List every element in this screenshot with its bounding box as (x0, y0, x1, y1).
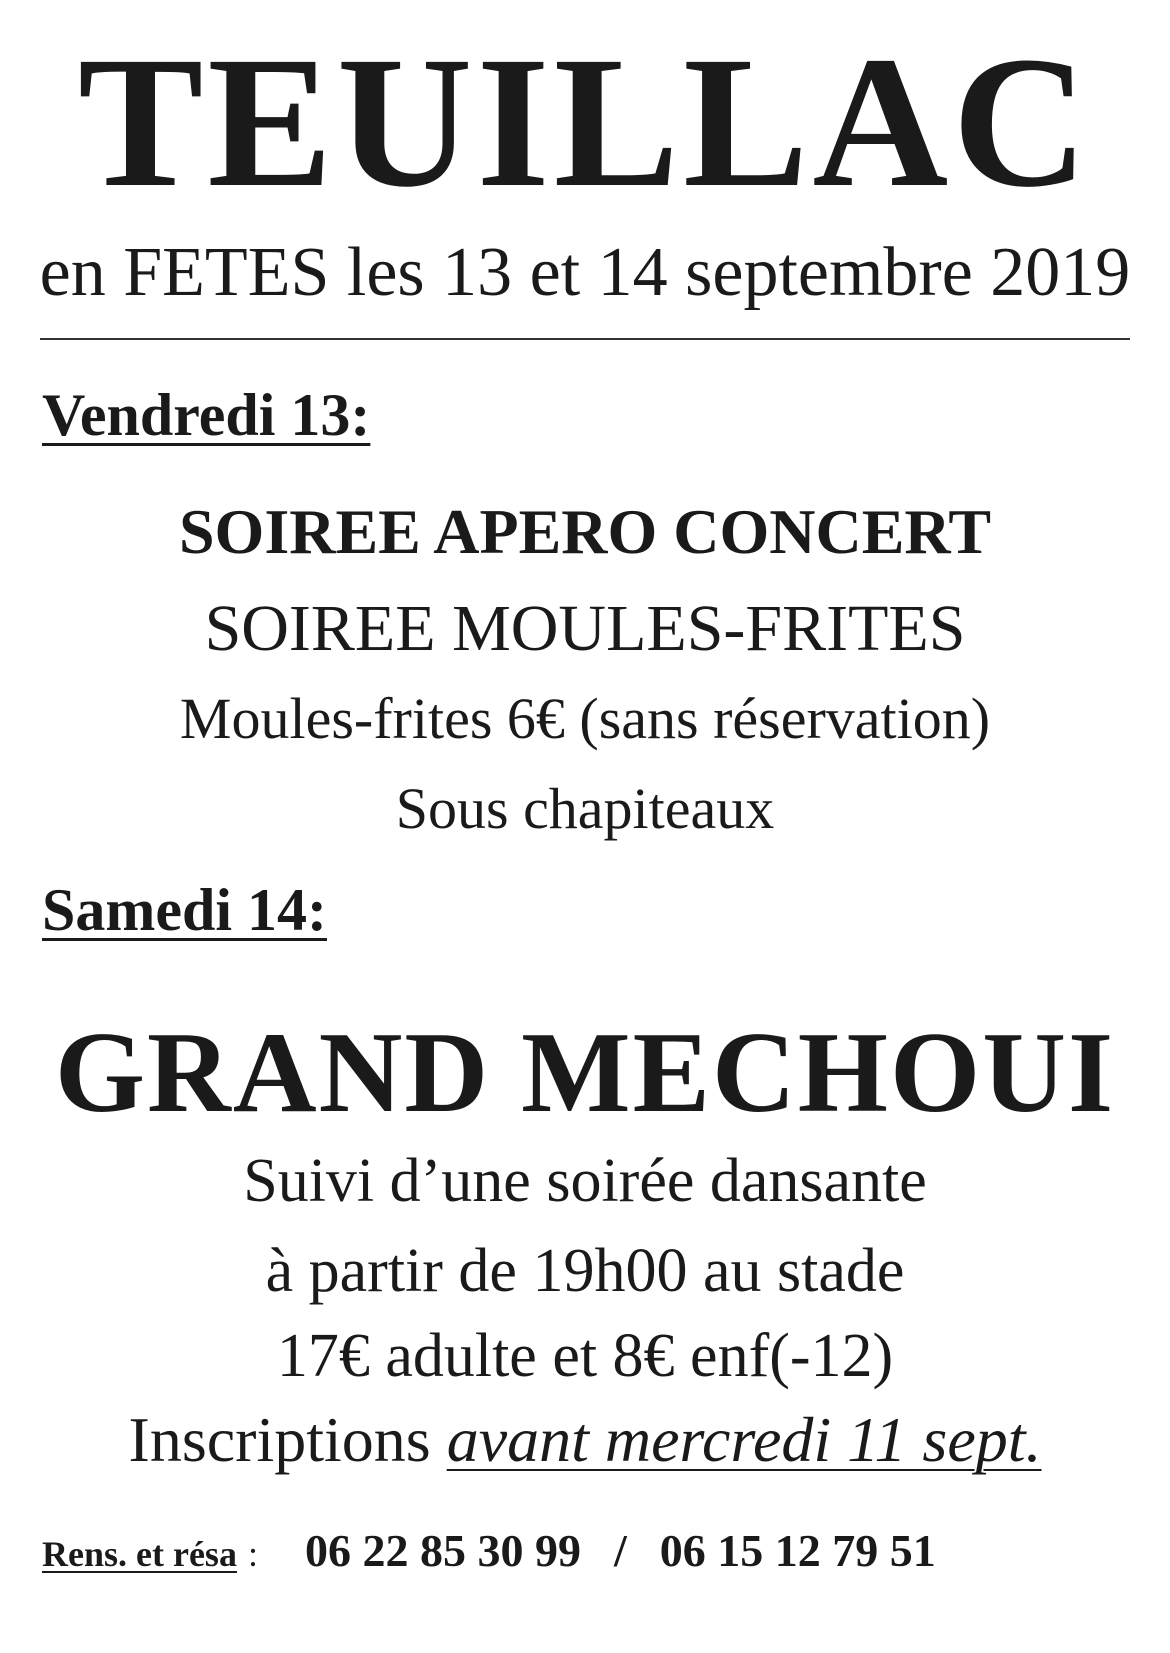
contact-label-colon: : (247, 1534, 258, 1574)
friday-heading: Vendredi 13: (42, 382, 371, 448)
registration-deadline: avant mercredi 11 sept. (446, 1404, 1042, 1475)
contact-line (42, 1525, 936, 1576)
contact-label: Rens. et résa (42, 1534, 237, 1574)
divider (40, 338, 1130, 340)
saturday-heading: Samedi 14: (42, 877, 327, 943)
saturday-event-title: GRAND MECHOUI (54, 1009, 1116, 1137)
friday-event-concert: SOIREE APERO CONCERT (178, 496, 992, 567)
saturday-registration-info (0, 1404, 1170, 1475)
phone-separator: / (613, 1525, 627, 1576)
phone-number-2: 06 15 12 79 51 (659, 1525, 936, 1576)
saturday-price-info: 17€ adulte et 8€ enf(-12) (276, 1322, 894, 1390)
event-dates-subtitle: en FETES les 13 et 14 septembre 2019 (39, 234, 1131, 311)
saturday-dance-info: Suivi d’une soirée dansante (243, 1147, 927, 1215)
phone-number-1: 06 22 85 30 99 (304, 1525, 581, 1576)
saturday-time-location: à partir de 19h00 au stade (265, 1237, 905, 1305)
friday-location-info: Sous chapiteaux (395, 776, 775, 841)
friday-price-info: Moules-frites 6€ (sans réservation) (179, 686, 991, 751)
page-title: TEUILLAC (77, 17, 1093, 226)
registration-prefix: Inscriptions (128, 1404, 431, 1475)
friday-event-moules-frites: SOIREE MOULES-FRITES (204, 592, 966, 665)
